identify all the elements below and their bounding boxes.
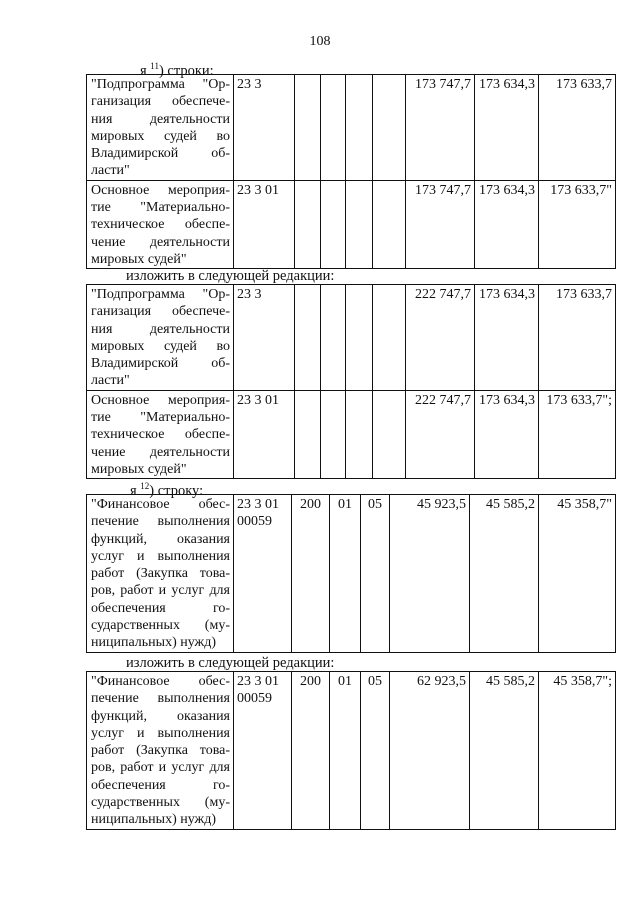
expense-type-cell: 200	[292, 672, 330, 830]
row-name-cell: "Финансовое обес- печение выполнения функций, оказания услуг и выполнения работ (Закупка това- ров, работ и услуг для обеспечения го- сударственных (му- ниципальных) нужд)	[87, 495, 234, 653]
section-code-cell: 01	[330, 672, 361, 830]
empty-cell	[346, 180, 373, 268]
table-b-new	[86, 671, 616, 830]
value-cell: 45 358,7"	[539, 495, 616, 653]
empty-cell	[321, 285, 346, 391]
value-cell: 173 634,3	[475, 75, 539, 181]
value-cell: 45 358,7";	[539, 672, 616, 830]
row-name-cell: "Подпрограмма "Ор- ганизация обеспече- ния деятельности мировых судей во Владимирской об- ласти"	[87, 285, 234, 391]
empty-cell	[373, 390, 406, 478]
empty-cell	[295, 285, 321, 391]
value-cell: 173 634,3	[475, 285, 539, 391]
value-cell: 45 585,2	[470, 495, 539, 653]
empty-cell	[295, 180, 321, 268]
section-b-caption-sup: 12	[140, 481, 150, 491]
empty-cell	[373, 75, 406, 181]
code-cell: 23 3 01 00059	[234, 495, 292, 653]
code-cell: 23 3	[234, 75, 295, 181]
table-a-new	[86, 284, 616, 479]
table-row	[87, 180, 616, 268]
row-name-cell: "Финансовое обес- печение выполнения функций, оказания услуг и выполнения работ (Закупка това- ров, работ и услуг для обеспечения го- сударственных (му- ниципальных) нужд)	[87, 672, 234, 830]
section-a-caption-prefix: я	[140, 63, 147, 79]
table-row	[87, 75, 616, 181]
empty-cell	[346, 285, 373, 391]
code-cell: 23 3 01	[234, 390, 295, 478]
section-code-cell: 01	[330, 495, 361, 653]
code-cell: 23 3 01	[234, 180, 295, 268]
empty-cell	[373, 180, 406, 268]
row-name-cell: Основное мероприя- тие "Материально- техническое обеспе- чение деятельности мировых судей"	[87, 180, 234, 268]
value-cell: 173 633,7";	[539, 390, 616, 478]
value-cell: 173 747,7	[406, 180, 475, 268]
page-number: 108	[309, 34, 331, 49]
section-a-caption-sup: 11	[150, 61, 159, 71]
value-cell: 62 923,5	[390, 672, 470, 830]
empty-cell	[295, 390, 321, 478]
table-b-old	[86, 494, 616, 653]
subsection-code-cell: 05	[361, 672, 390, 830]
table-row	[87, 495, 616, 653]
table-row	[87, 285, 616, 391]
section-b-caption-suffix: ) строку:	[149, 483, 204, 499]
value-cell: 173 633,7	[539, 285, 616, 391]
table-row	[87, 390, 616, 478]
value-cell: 45 585,2	[470, 672, 539, 830]
row-name-cell: Основное мероприя- тие "Материально- техническое обеспе- чение деятельности мировых судей"	[87, 390, 234, 478]
value-cell: 222 747,7	[406, 285, 475, 391]
value-cell: 173 634,3	[475, 390, 539, 478]
value-cell: 173 634,3	[475, 180, 539, 268]
section-a-caption-suffix: ) строки:	[158, 63, 214, 79]
code-cell: 23 3 01 00059	[234, 672, 292, 830]
expense-type-cell: 200	[292, 495, 330, 653]
value-cell: 173 747,7	[406, 75, 475, 181]
section-b-caption-prefix: я	[130, 483, 137, 499]
code-cell: 23 3	[234, 285, 295, 391]
value-cell: 222 747,7	[406, 390, 475, 478]
value-cell: 173 633,7	[539, 75, 616, 181]
value-cell: 173 633,7"	[539, 180, 616, 268]
empty-cell	[321, 75, 346, 181]
subsection-code-cell: 05	[361, 495, 390, 653]
empty-cell	[321, 180, 346, 268]
section-b-edit-caption: изложить в следующей редакции:	[126, 655, 335, 671]
section-a-edit-caption: изложить в следующей редакции:	[126, 268, 335, 284]
empty-cell	[295, 75, 321, 181]
empty-cell	[321, 390, 346, 478]
empty-cell	[373, 285, 406, 391]
table-a-old	[86, 74, 616, 269]
empty-cell	[346, 75, 373, 181]
value-cell: 45 923,5	[390, 495, 470, 653]
row-name-cell: "Подпрограмма "Ор- ганизация обеспече- ния деятельности мировых судей во Владимирской об- ласти"	[87, 75, 234, 181]
table-row	[87, 672, 616, 830]
empty-cell	[346, 390, 373, 478]
